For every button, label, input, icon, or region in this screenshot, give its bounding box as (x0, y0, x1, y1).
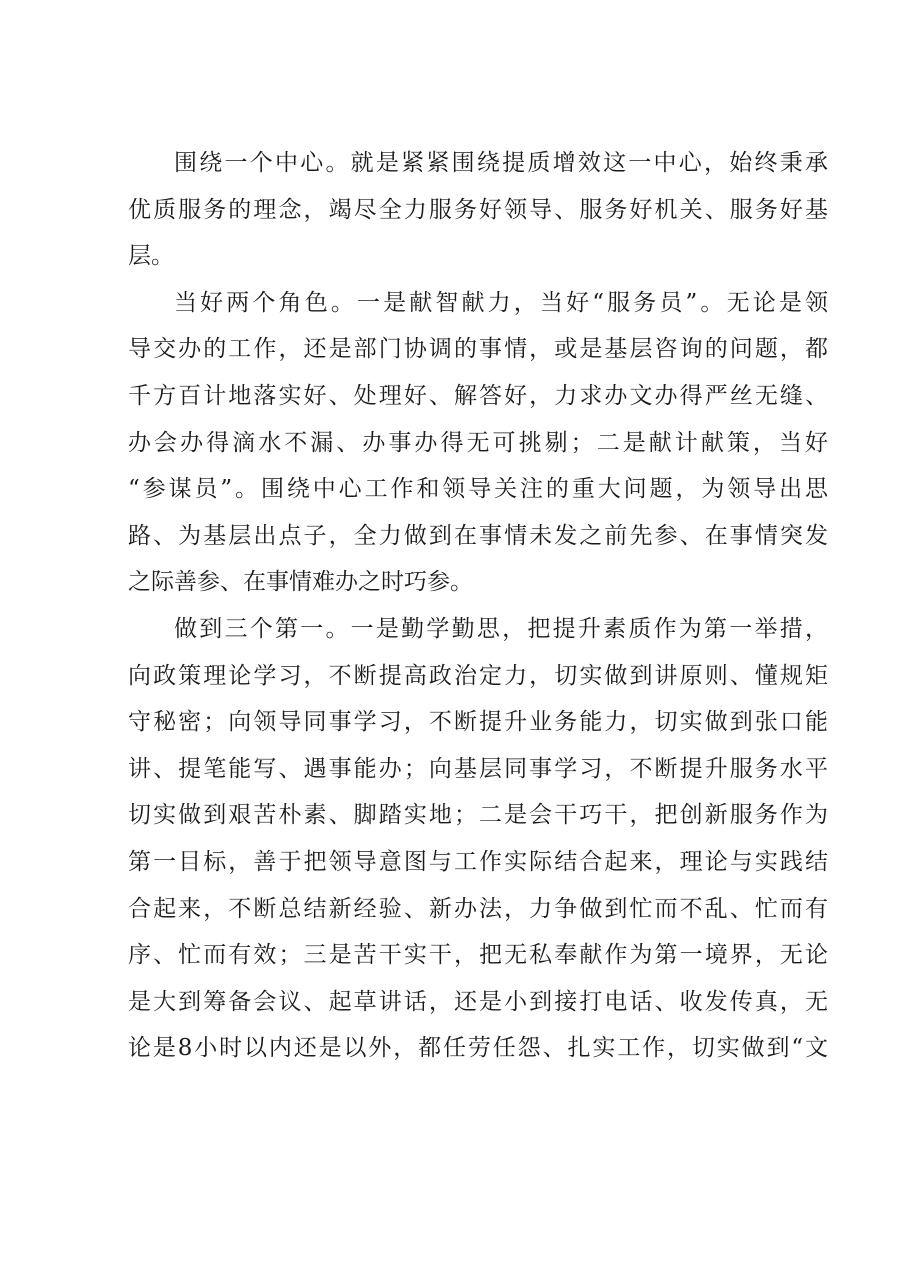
text-line: 导交办的工作，还是部门协调的事情，或是基层咨询的问题，都 (128, 336, 828, 363)
text-line: 当好两个角色。一是献智献力，当好“服务员”。无论是领 (174, 289, 828, 316)
text-line: 是大到筹备会议、起草讲话，还是小到接打电话、收发传真，无 (128, 988, 828, 1015)
text-line: “参谋员”。围绕中心工作和领导关注的重大问题，为领导出思 (128, 476, 828, 503)
text-line: 优质服务的理念，竭尽全力服务好领导、服务好机关、服务好基 (128, 196, 828, 223)
text-line: 切实做到艰苦朴素、脚踏实地；二是会干巧干，把创新服务作为 (128, 802, 828, 829)
text-line: 论是8小时以内还是以外，都任劳任怨、扎实工作，切实做到“文 (128, 1035, 828, 1062)
text-line: 层。 (128, 243, 174, 270)
text-line: 做到三个第一。一是勤学勤思，把提升素质作为第一举措， (174, 615, 828, 642)
text-line: 千方百计地落实好、处理好、解答好，力求办文办得严丝无缝、 (128, 382, 828, 409)
text-line: 序、忙而有效；三是苦干实干，把无私奉献作为第一境界，无论 (128, 942, 828, 969)
text-line: 讲、提笔能写、遇事能办；向基层同事学习，不断提升服务水平 (128, 755, 828, 782)
text-line: 合起来，不断总结新经验、新办法，力争做到忙而不乱、忙而有 (128, 895, 828, 922)
document-body (128, 140, 828, 1072)
text-line: 守秘密；向领导同事学习，不断提升业务能力，切实做到张口能 (128, 709, 828, 736)
text-line: 向政策理论学习，不断提高政治定力，切实做到讲原则、懂规矩 (128, 662, 828, 689)
text-line: 路、为基层出点子，全力做到在事情未发之前先参、在事情突发 (128, 522, 828, 549)
text-line: 办会办得滴水不漏、办事办得无可挑剔；二是献计献策，当好 (128, 429, 828, 456)
text-line: 第一目标，善于把领导意图与工作实际结合起来，理论与实践结 (128, 848, 828, 875)
text-line: 围绕一个中心。就是紧紧围绕提质增效这一中心，始终秉承 (174, 150, 828, 176)
text-line: 之际善参、在事情难办之时巧参。 (128, 569, 473, 596)
